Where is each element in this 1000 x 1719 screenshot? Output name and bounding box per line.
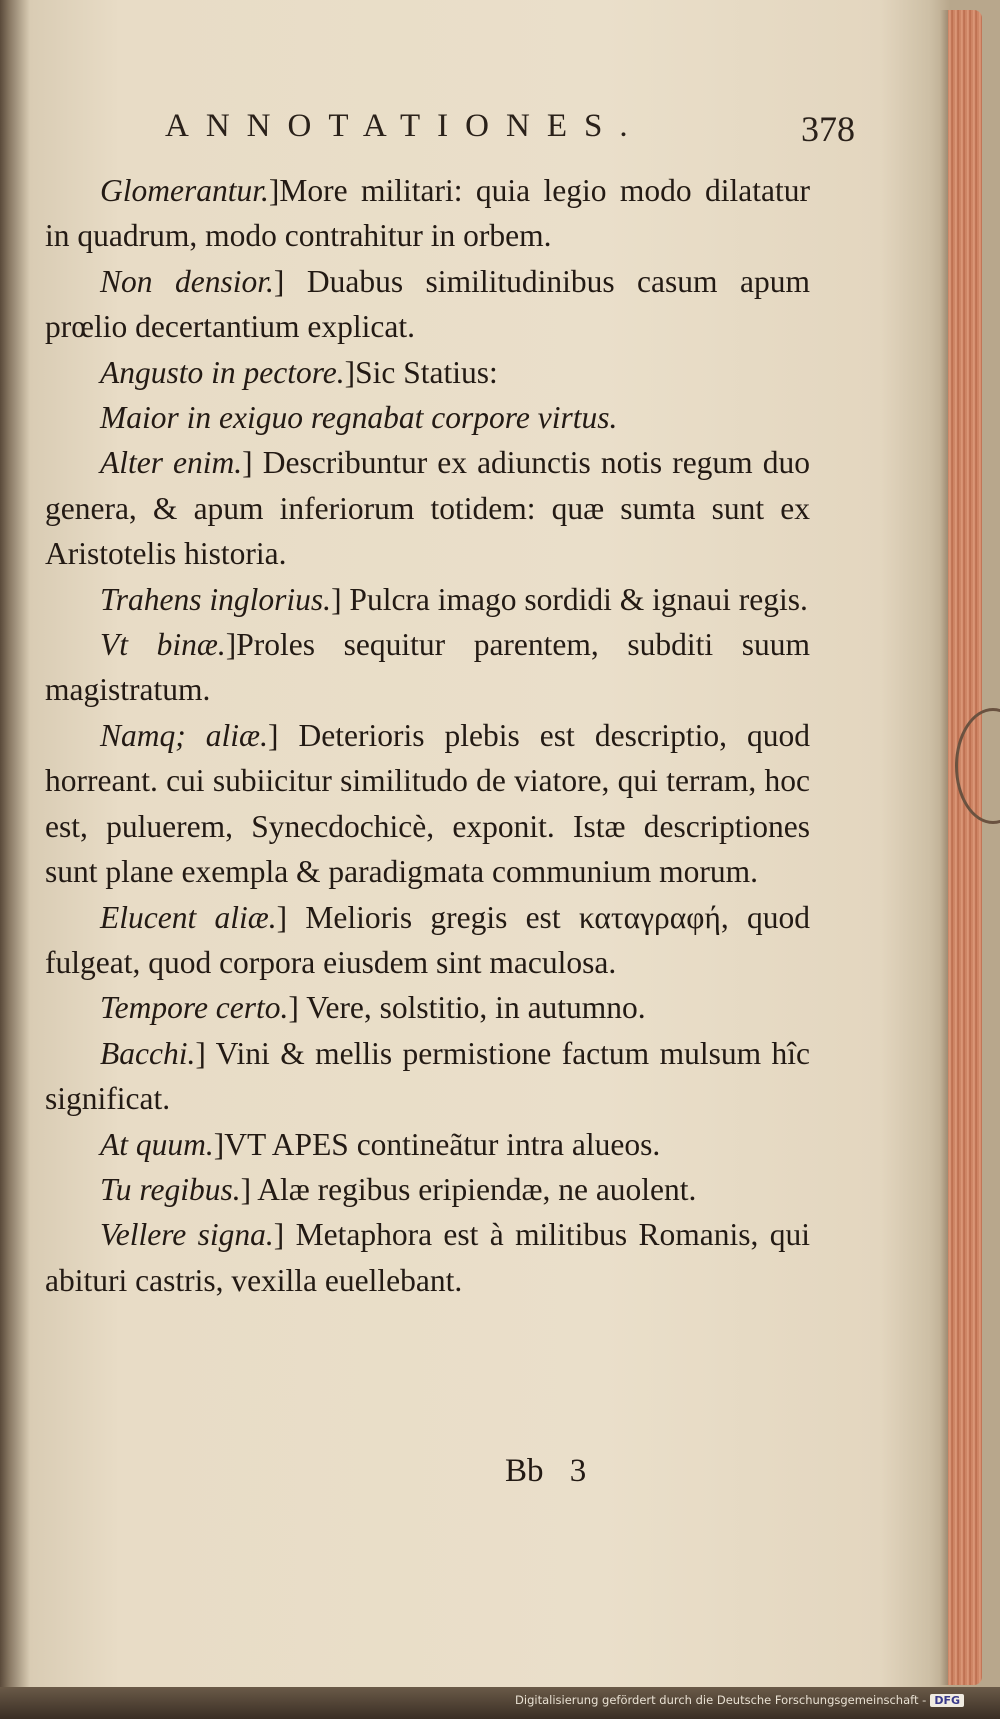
note-lemma: Namq; aliæ. [100,717,268,753]
note-text: ] Vini & mellis permistione factum mulsum hîc significat. [45,1035,810,1117]
note-item [45,985,810,1030]
note-lemma: Trahens inglorius. [100,581,332,617]
note-lemma: Tu regibus. [100,1171,241,1207]
note-lemma: Alter enim. [100,445,243,481]
note-item [45,577,810,622]
note-text: ] Deterioris plebis est descriptio, quod horreant. cui subiicitur similitudo de viatore, qui terram, hoc est, puluerem, Synecdochicè, exponit. Istæ descriptiones sunt plane exempla & paradigmata communium morum. [45,717,810,890]
note-item [45,350,810,395]
note-lemma: At quum. [100,1126,214,1162]
body-text [45,168,810,1303]
note-lemma: Elucent aliæ. [100,899,277,935]
note-item [45,1167,810,1212]
note-item [45,1122,810,1167]
note-item [45,440,810,576]
note-item [45,395,810,440]
quotation: Maior in exiguo regnabat corpore virtus. [100,400,618,436]
note-item [45,168,810,259]
note-item [45,622,810,713]
note-lemma: Non densior. [100,263,274,299]
note-text: ] Melioris gregis est καταγραφή, quod fulgeat, quod corpora eiusdem sint maculosa. [45,899,810,980]
note-text: ]More militari: quia legio modo dilatatur in quadrum, modo contrahitur in orbem. [45,173,810,254]
note-text: ] Describuntur ex adiunctis notis regum duo genera, & apum inferiorum totidem: quæ sumta sunt ex Aristotelis historia. [45,445,810,572]
note-text: ]Sic Statius: [344,354,498,390]
page-edge-red [948,10,982,1685]
note-text: ] Pulcra imago sordidi & ignaui regis. [331,581,808,617]
note-item [45,895,810,986]
note-item [45,1031,810,1122]
note-text: ] Duabus similitudinibus casum apum prœlio decertantium explicat. [45,263,810,345]
note-text: ] Metaphora est à militibus Romanis, qui abituri castris, vexilla euellebant. [45,1217,810,1298]
note-lemma: Bacchi. [100,1035,196,1071]
note-text: ] Vere, solstitio, in autumno. [288,990,646,1026]
note-lemma: Angusto in pectore. [100,354,345,390]
note-lemma: Vt binæ. [100,627,226,663]
footer-text: Digitalisierung gefördert durch die Deutsche Forschungsgemeinschaft - [515,1693,927,1707]
note-lemma: Tempore certo. [100,990,289,1026]
note-text: ] Alæ regibus eripiendæ, ne auolent. [240,1171,697,1207]
note-text: ]VT APES contineãtur intra alueos. [213,1126,661,1162]
note-lemma: Glomerantur. [100,173,269,208]
note-lemma: Vellere signa. [100,1217,274,1253]
note-item [45,259,810,350]
dfg-logo: DFG [930,1694,964,1707]
digitization-footer [515,1693,964,1707]
note-text: ]Proles sequitur parentem, subditi suum magistratum. [45,627,810,708]
page-number: 378 [801,109,855,149]
running-head: ANNOTATIONES. [165,108,645,144]
note-item [45,1212,810,1303]
note-item [45,713,810,895]
page-header [165,108,855,158]
signature-mark: Bb 3 [505,1453,587,1489]
